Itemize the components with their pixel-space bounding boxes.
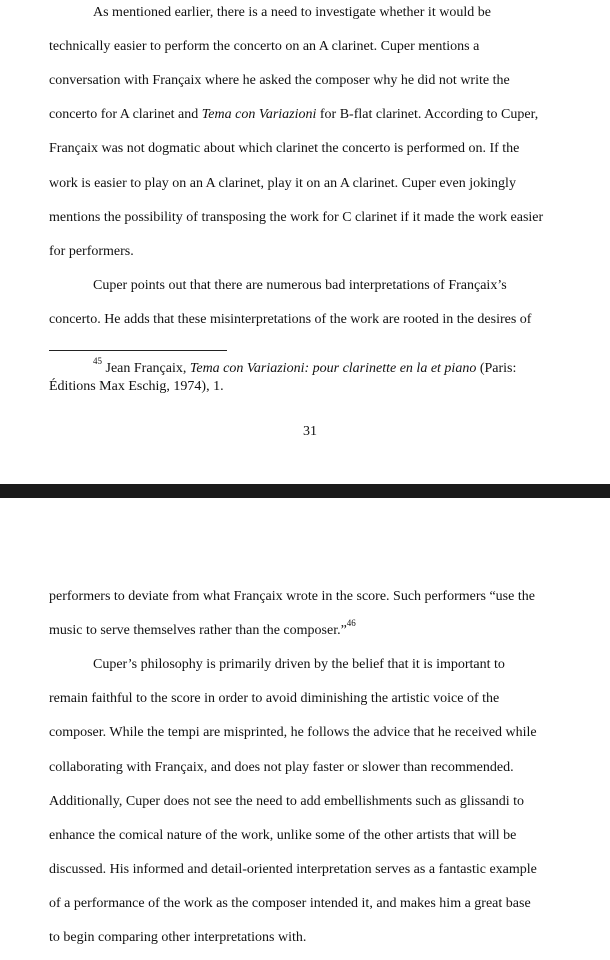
body-line: mentions the possibility of transposing the work for C clarinet if it made the work easier xyxy=(49,210,544,225)
body-line: Cuper points out that there are numerous bad interpretations of Françaix’s xyxy=(93,278,507,293)
body-line: concerto. He adds that these misinterpretations of the work are rooted in the desires of xyxy=(49,312,532,327)
footnote-number: 45 xyxy=(93,356,102,367)
footnote-author: Jean Françaix, xyxy=(102,361,190,376)
body-line: collaborating with Françaix, and does not play faster or slower than recommended. xyxy=(49,760,514,775)
body-line: work is easier to play on an A clarinet, play it on an A clarinet. Cuper even jokingly xyxy=(49,176,516,191)
body-line xyxy=(49,107,538,123)
body-line: of a performance of the work as the composer intended it, and makes him a great base xyxy=(49,896,531,911)
footnote-title: Tema con Variazioni: pour clarinette en la et piano xyxy=(189,361,477,376)
footnote-reference: 46 xyxy=(346,618,356,629)
body-line: Additionally, Cuper does not see the need to add embellishments such as glissandi to xyxy=(49,794,525,809)
body-line: to begin comparing other interpretations with. xyxy=(49,930,307,945)
footnote xyxy=(93,356,517,377)
body-line: enhance the comical nature of the work, unlike some of the other artists that will be xyxy=(49,828,517,843)
body-line: remain faithful to the score in order to avoid diminishing the artistic voice of the xyxy=(49,691,500,706)
page-number: 31 xyxy=(303,424,317,439)
body-line: As mentioned earlier, there is a need to investigate whether it would be xyxy=(93,5,491,20)
body-line: conversation with Françaix where he asked the composer why he did not write the xyxy=(49,73,510,88)
body-line: technically easier to perform the concerto on an A clarinet. Cuper mentions a xyxy=(49,39,480,54)
footnote-divider xyxy=(49,350,227,351)
footnote-line-2: Éditions Max Eschig, 1974), 1. xyxy=(49,379,224,394)
body-line: discussed. His informed and detail-oriented interpretation serves as a fantastic example xyxy=(49,862,537,877)
body-line: Françaix was not dogmatic about which clarinet the concerto is performed on. If the xyxy=(49,141,520,156)
body-text: for B-flat clarinet. According to Cuper, xyxy=(316,107,539,122)
body-text: concerto for A clarinet and xyxy=(49,107,202,122)
body-line: performers to deviate from what Françaix wrote in the score. Such performers “use the xyxy=(49,589,535,604)
body-line: for performers. xyxy=(49,244,134,259)
body-line xyxy=(49,618,356,639)
body-text: music to serve themselves rather than the composer.” xyxy=(49,623,347,638)
body-line: Cuper’s philosophy is primarily driven by the belief that it is important to xyxy=(93,657,505,672)
footnote-text: (Paris: xyxy=(476,361,517,376)
page-separator xyxy=(0,484,610,498)
page-32 xyxy=(0,498,610,960)
body-line: composer. While the tempi are misprinted, he follows the advice that he received while xyxy=(49,725,537,740)
work-title: Tema con Variazioni xyxy=(201,107,317,122)
